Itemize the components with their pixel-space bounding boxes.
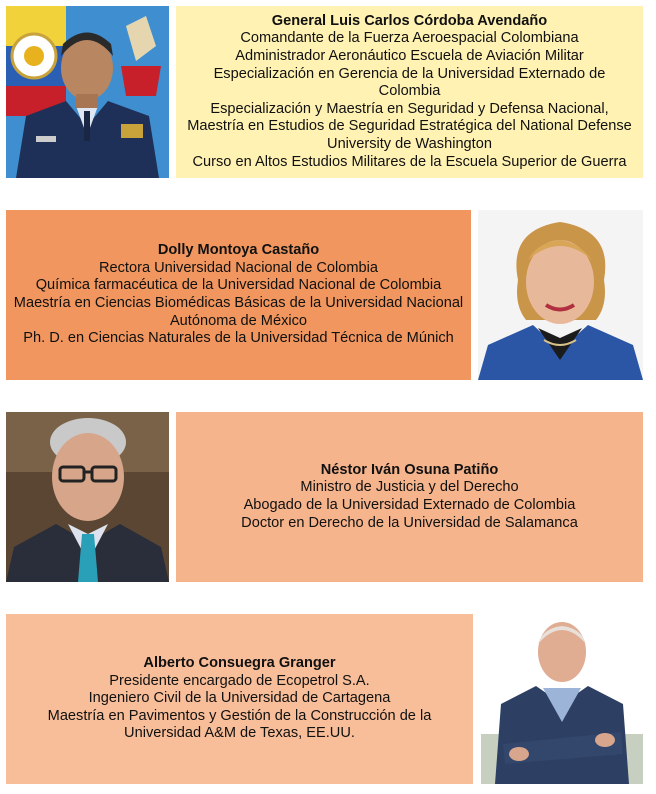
man-crossed-arms-portrait-icon (481, 614, 643, 784)
profile-line: Especialización en Gerencia de la Universidad Externado de (213, 65, 606, 82)
profile-line: Colombia (378, 83, 441, 100)
profile-line: Química farmacéutica de la Universidad Nacional de Colombia (35, 277, 442, 294)
profile-line: Universidad A&M de Texas, EE.UU. (124, 725, 355, 742)
profile-line: Rectora Universidad Nacional de Colombia (98, 259, 379, 276)
profile-line: Abogado de la Universidad Externado de Colombia (243, 497, 576, 513)
profile-line: University de Washington (327, 135, 492, 152)
profile-name: Alberto Consuegra Granger (143, 655, 336, 672)
profile-line: Especialización y Maestría en Seguridad y Defensa Nacional, (210, 100, 609, 117)
profile-line: Autónoma de México (169, 312, 308, 329)
profile-line: Maestría en Ciencias Biomédicas Básicas de la Universidad Nacional (13, 295, 464, 311)
profile-line: Ingeniero Civil de la Universidad de Cartagena (88, 690, 391, 707)
profile-line: Maestría en Pavimentos y Gestión de la Construcción de la (47, 707, 432, 724)
military-officer-portrait-icon (6, 6, 169, 178)
profile-line: Administrador Aeronáutico Escuela de Aviación Militar (235, 48, 584, 65)
profile-line: Doctor en Derecho de la Universidad de Salamanca (241, 514, 578, 531)
profile-name: Dolly Montoya Castaño (157, 242, 320, 259)
profile-card-3 (176, 412, 643, 582)
photo-profile-3 (6, 412, 169, 582)
profile-line: Curso en Altos Estudios Militares de la Escuela Superior de Guerra (192, 153, 627, 170)
profile-name: Néstor Iván Osuna Patiño (320, 461, 499, 478)
woman-portrait-icon (478, 210, 643, 380)
photo-profile-4 (481, 614, 643, 784)
profile-card-1 (176, 6, 643, 178)
profile-line: Ministro de Justicia y del Derecho (300, 479, 519, 496)
profile-line: Maestría en Estudios de Seguridad Estratégica del National Defense (187, 118, 632, 135)
profile-card-4 (6, 614, 473, 784)
profile-card-2 (6, 210, 471, 380)
profile-line: Presidente encargado de Ecopetrol S.A. (109, 672, 370, 689)
profile-line: Ph. D. en Ciencias Naturales de la Universidad Técnica de Múnich (23, 330, 454, 347)
man-with-glasses-portrait-icon (6, 412, 169, 582)
profile-line: Comandante de la Fuerza Aeroespacial Colombiana (240, 30, 579, 47)
profile-name: General Luis Carlos Córdoba Avendaño (271, 12, 548, 29)
photo-profile-1 (6, 6, 169, 178)
photo-profile-2 (478, 210, 643, 380)
